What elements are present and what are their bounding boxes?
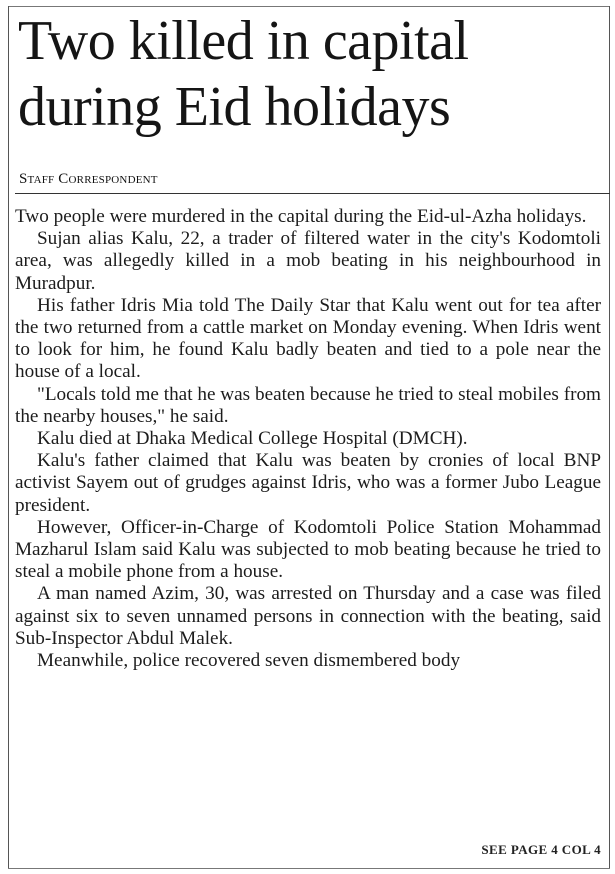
paragraph: His father Idris Mia told The Daily Star that Kalu went out for tea after the two returned from a cattle market on Monday evening. When Idris went to look for him, he found Kalu badly beaten and tied to a pole near the house of a local.: [15, 294, 601, 383]
paragraph: However, Officer-in-Charge of Kodomtoli Police Station Mohammad Mazharul Islam said Kalu was subjected to mob beating because he tried to steal a mobile phone from a house.: [15, 516, 601, 583]
paragraph: Kalu died at Dhaka Medical College Hospital (DMCH).: [37, 428, 468, 450]
paragraph: Kalu's father claimed that Kalu was beaten by cronies of local BNP activist Sayem out of grudges against Idris, who was a former Jubo League president.: [15, 450, 601, 516]
frame-right-rule: [609, 6, 610, 868]
byline-divider: [15, 193, 610, 194]
paragraph: Meanwhile, police recovered seven dismembered body: [37, 650, 461, 672]
frame-bottom-rule: [8, 868, 610, 869]
article-body: [15, 206, 601, 672]
paragraph: Sujan alias Kalu, 22, a trader of filtered water in the city's Kodomtoli area, was allegedly killed in a mob beating in his neighbourhood in Muradpur.: [15, 228, 601, 294]
paragraph: Two people were murdered in the capital during the Eid-ul-Azha holidays.: [15, 206, 587, 227]
frame-top-rule: [8, 6, 610, 7]
paragraph: "Locals told me that he was beaten because he tried to steal mobiles from the nearby houses," he said.: [15, 383, 601, 427]
headline: Two killed in capital during Eid holidays: [18, 10, 469, 138]
byline: Staff Correspondent: [19, 171, 158, 187]
paragraph: A man named Azim, 30, was arrested on Thursday and a case was filed against six to seven unnamed persons in connection with the beating, said Sub-Inspector Abdul Malek.: [15, 583, 601, 649]
continuation-line: SEE PAGE 4 COL 4: [481, 842, 601, 857]
frame-left-rule: [8, 6, 9, 868]
